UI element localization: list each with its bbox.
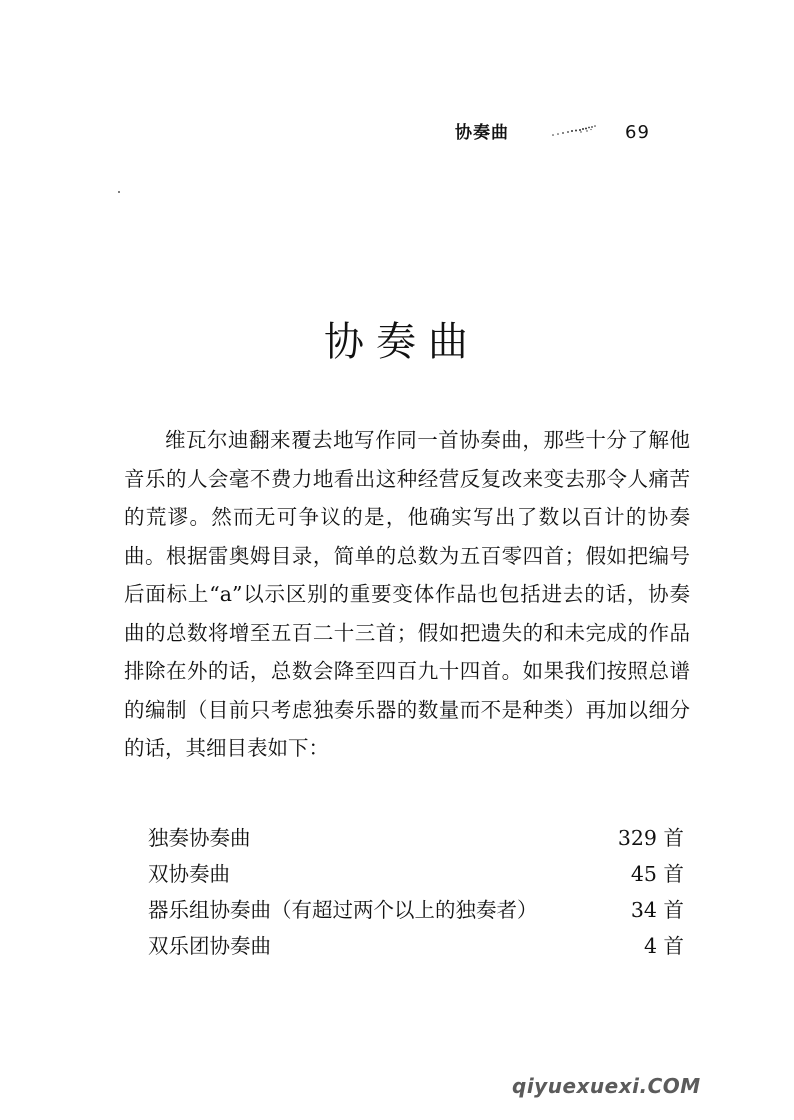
list-item-count: 329 首: [617, 826, 684, 850]
list-item: [148, 820, 684, 856]
ornament-icon: [551, 122, 601, 138]
chapter-title: 协奏曲: [324, 318, 480, 365]
list-item-count: 45 首: [630, 862, 684, 886]
watermark: qiyuexuexi.COM: [512, 1074, 701, 1098]
margin-speck: [118, 191, 120, 193]
list-item: [148, 928, 684, 964]
page-number: 69: [625, 122, 650, 143]
list-item-label: 双协奏曲: [148, 862, 230, 886]
running-head: [455, 120, 695, 150]
running-title: 协奏曲: [455, 123, 509, 143]
list-item-count: 34 首: [630, 898, 684, 922]
list-item: [148, 856, 684, 892]
body-paragraph: 维瓦尔迪翻来覆去地写作同一首协奏曲，那些十分了解他音乐的人会毫不费力地看出这种经营反复改来变去那令人痛苦的荒谬。然而无可争议的是，他确实写出了数以百计的协奏曲。根据雷奥姆目录，简单的总数为五百零四首；假如把编号后面标上“a”以示区别的重要变体作品也包括进去的话，协奏曲的总数将增至五百二十三首；假如把遗失的和未完成的作品排除在外的话，总数会降至四百九十四首。如果我们按照总谱的编制（目前只考虑独奏乐器的数量而不是种类）再加以细分的话，其细目表如下：: [124, 428, 690, 760]
list-item-label: 独奏协奏曲: [148, 826, 251, 850]
concerto-count-list: [148, 820, 684, 964]
list-item-count: 4 首: [643, 934, 684, 958]
list-item-label: 器乐组协奏曲（有超过两个以上的独奏者）: [148, 898, 538, 922]
list-item-label: 双乐团协奏曲: [148, 934, 271, 958]
list-item: [148, 892, 684, 928]
